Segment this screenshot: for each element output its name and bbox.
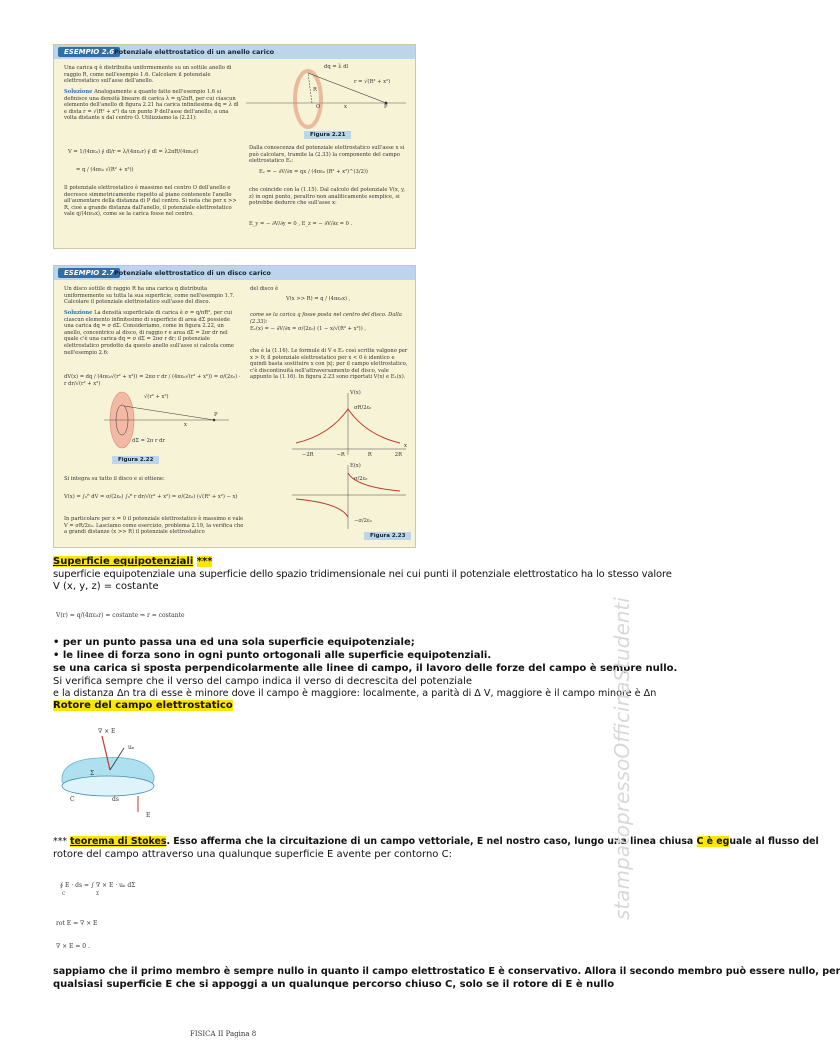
solution-text: La densità superficiale di carica è σ = q/πR², per cui ciascun elemento infinitesimo di superficie di area dΣ possiede una carica dq = σ dΣ. Consideriamo, come in figura 2.22, un anello, concentrico al disco, di raggio r e area dΣ = 2πr dr nel quale c'è una carica dq = σ dΣ = 2πσ r dr; il potenziale elettrostatico prodotto da questo anello sull'asse si calcola come nell'esempio 2.6: <box>64 310 235 356</box>
tick: 2R <box>394 452 402 458</box>
curl-zero-eq: ∇ × E = 0 . <box>56 943 90 950</box>
fig-caption: Dalla conoscenza del potenziale elettrostatico sull'asse x si può calcolare, tramite la (2.33) la componente del campo elettrostatico Eₓ: <box>249 145 405 165</box>
fig23-ticks-v <box>302 452 402 459</box>
line-verse: Si verifica sempre che il verso del campo indica il verso di decrescita del potenziale <box>53 676 473 687</box>
fig22-d: dΣ = 2π r dr <box>132 438 165 444</box>
R-line <box>308 73 312 103</box>
page-footer: FISICA II Pagina 8 <box>190 1030 257 1038</box>
bullet-2: • le linee di forza sono in ogni punto ortogonali alle superficie equipotenziali. <box>53 650 492 661</box>
figure-2-23-label: Figura 2.23 <box>364 532 411 540</box>
fig23-ebot: −σ/2ε₀ <box>354 518 372 524</box>
example-eq2: = q / (4πε₀ √(R² + x²)) <box>76 167 134 173</box>
line-work: se una carica si sposta perpendicolarmente alle linee di campo, il lavoro delle forze del campo è sempre nullo. <box>53 663 678 674</box>
final-line-1: sappiamo che il primo membro è sempre nullo in quanto il campo elettrostatico E è conservativo. Allora il secondo membro può essere nullo, per <box>53 966 840 977</box>
example-title: Potenziale elettrostatico di un disco carico <box>114 269 271 277</box>
ring <box>295 71 321 127</box>
example-eq4: E_y = − ∂V/∂y = 0 , E_z = − ∂V/∂z = 0 . <box>249 221 353 227</box>
fig-E-label: E <box>146 812 151 819</box>
fig-R: R <box>313 87 317 93</box>
example-integ: Si integra su tutto il disco e si ottiene: <box>64 476 165 482</box>
fig23-E: E(x) <box>350 463 361 469</box>
stokes-term: teorema di Stokes <box>70 836 167 847</box>
fig-rot-label: ∇ × E <box>98 728 116 735</box>
stokes-end: uale al flusso del <box>729 836 819 847</box>
definition-2: V (x, y, z) = costante <box>53 581 159 592</box>
fig23-etop: σ/2ε₀ <box>354 476 368 482</box>
fig23-top: σR/2ε₀ <box>354 405 372 411</box>
fig-sigma-label: Σ <box>90 770 95 777</box>
heading-text: Rotore del campo elettrostatico <box>53 700 233 711</box>
stokes-text: . Esso afferma che la circuitazione di un campo vettoriale, E nel nostro caso, lungo una linea chiusa <box>166 836 697 847</box>
definition: superficie equipotenziale una superficie dello spazio tridimensionale nei cui punti il potenziale elettrostatico ha lo stesso valore <box>53 569 672 580</box>
figure-2-23 <box>290 391 408 531</box>
example-tag: ESEMPIO 2.7 <box>58 268 120 278</box>
watermark: stampatopressoOfficinaStudenti <box>610 597 634 920</box>
fig-r: r = √(R² + x²) <box>354 79 391 85</box>
example-header <box>54 266 415 280</box>
example-intro: Un disco sottile di raggio R ha una carica q distribuita uniformemente su tutta la sua superficie, come nell'esempio 1.7. Calcolare il potenziale elettrostatico sull'asse del disco. <box>64 286 235 306</box>
fig22-x: x <box>184 422 187 428</box>
example-2-6-box <box>53 44 416 249</box>
final-line-2: qualsiasi superficie E che si appoggi a un qualunque percorso chiuso C, solo se il rotore di E è nullo <box>53 979 615 990</box>
fig-P: P <box>384 104 388 110</box>
example-eq3: Eₓ = − ∂V/∂x = qx / (4πε₀ (R² + x²)^(3/2)) <box>259 169 368 175</box>
example-header <box>54 45 415 59</box>
fig22-P: P <box>214 412 218 418</box>
tick: −R <box>336 452 345 458</box>
example-eq1: V = 1/(4πε₀) ∮ dl/r = λ/(4πε₀r) ∮ dl = λ2πR/(4πε₀r) <box>68 149 199 155</box>
stokes-c: C è eg <box>696 836 730 847</box>
example-closing: Il potenziale elettrostatico è massimo nel centro O dell'anello e decresce simmetricamente rispetto al piano contenente l'anello all'aumentare della distanza di P dal centro. Si nota che per x >> R, cioè a grande distanza dall'anello, il potenziale elettrostatico vale q/(4πε₀x), come se la carica fosse nel centro. <box>64 185 237 218</box>
figure-2-22-label: Figura 2.22 <box>112 456 159 464</box>
example-2-7-box <box>53 265 416 548</box>
example-tail: che coincide con la (1.15). Dal calcolo del potenziale V(x, y, z) in ogni punto, peraltro non analiticamente semplice, si potrebbe dedurre che sull'asse x: <box>249 187 405 207</box>
stokes-eq-s: Σ <box>96 892 100 897</box>
example-solution <box>64 89 239 122</box>
example-tail: In particolare per x = 0 il potenziale elettrostatico è massimo e vale V = σR/2ε₀. Lasciamo come esercizio, problema 2.19, la verifica che a grandi distanze (x >> R) il potenziale elettrostatico <box>64 516 244 536</box>
fig-un-label: uₙ <box>128 744 135 751</box>
solution-label: Soluzione <box>64 310 93 316</box>
line-distance: e la distanza Δn tra di esse è minore dove il campo è maggiore: localmente, a parità di Δ V, maggiore è il campo minore è Δn <box>53 688 657 699</box>
right-top: del disco è <box>250 286 279 292</box>
fig23-xv: x <box>404 443 407 449</box>
example-eq3: V(x >> R) = q / (4πε₀x) , <box>286 296 351 302</box>
fig23-V: V(x) <box>350 390 361 396</box>
example-eq1: dV(x) = dq / (4πε₀√(r² + x²)) = 2πσ r dr / (4πε₀√(r² + x²)) = σ/(2ε₀) · r dr/√(r² + x²) <box>64 374 241 387</box>
right-tail: che è la (1.16). Le formule di V e Eₓ così scritte valgono per x > 0; il potenziale elettrostatico per x < 0 è identico e quindi basta sostituire x con |x|; per il campo elettrostatico, c'è discontinuità nell'attraversamento del disco, vale appunto la (1.16). In figura 2.23 sono riportati V(x) e Eₓ(x). <box>250 348 408 381</box>
rot-def-eq: rot E = ∇ × E <box>56 920 98 927</box>
solution-label: Soluzione <box>64 89 93 95</box>
tick: R <box>367 452 372 458</box>
figure-2-21 <box>246 63 411 131</box>
section-equipotential-heading <box>53 556 212 568</box>
r-line <box>124 406 214 420</box>
fig-C-label: C <box>70 796 75 803</box>
fig-x: x <box>344 104 347 110</box>
e-curve-left <box>296 499 348 517</box>
fig-dq: dq = λ dl <box>324 64 349 70</box>
example-eq2: V(x) = ∫₀ᴿ dV = σ/(2ε₀) ∫₀ᴿ r dr/√(r² + x²) = σ/(2ε₀) (√(R² + x²) − x) <box>64 494 238 500</box>
example-tag: ESEMPIO 2.6 <box>58 47 120 57</box>
bullet-1: • per un punto passa una ed una sola superficie equipotenziale; <box>53 637 415 648</box>
fig-O: O <box>316 104 321 110</box>
example-intro: Una carica q è distribuita uniformemente su un sottile anello di raggio R, come nell'esempio 1.6. Calcolare il potenziale elettrostatico sull'asse dell'anello. <box>64 65 232 85</box>
contour-C <box>62 776 154 796</box>
stokes-line-1 <box>53 836 819 848</box>
solution-text: Analogamente a quanto fatto nell'esempio 1.6 si definisce una densità lineare di carica λ = q/2πR, per cui ciascun elemento dell'anello di figura 2.21 ha carica infinitesima dq = λ dl e dista r = √(R² + x²) da un punto P dell'asse dell'anello, a una volta distante x dal centro O. Utilizziamo la (2.21): <box>64 89 239 122</box>
figure-2-21-label: Figura 2.21 <box>304 131 351 139</box>
equipotential-formula: V(r) = q/(4πε₀r) = costante ⇒ r = costante <box>56 612 185 619</box>
stokes-figure <box>58 730 158 820</box>
example-title: Potenziale elettrostatico di un anello carico <box>114 48 275 56</box>
heading-text: Superficie equipotenziali <box>53 556 194 567</box>
fig-ds-label: ds <box>112 796 119 803</box>
fig22-r: √(r² + x²) <box>144 394 169 400</box>
right-note: come se la carica q fosse posta nel centro del disco. Dalla (2.33): <box>250 312 402 325</box>
point-P <box>213 419 216 422</box>
stokes-eq: ∮ E · ds = ∫ ∇ × E · uₙ dΣ <box>60 882 136 889</box>
stars: *** <box>53 836 68 847</box>
stokes-line-2: rotore del campo attraverso una qualunque superficie E avente per contorno C: <box>53 849 452 860</box>
example-solution <box>64 310 239 356</box>
stokes-eq-c: C <box>62 892 66 897</box>
section-curl-heading <box>53 700 233 712</box>
heading-stars: *** <box>196 556 213 567</box>
example-eq4: Eₓ(x) = − ∂V/∂x = σ/(2ε₀) (1 − x/√(R² + x²)) , <box>250 326 367 332</box>
tick: −2R <box>302 452 314 458</box>
